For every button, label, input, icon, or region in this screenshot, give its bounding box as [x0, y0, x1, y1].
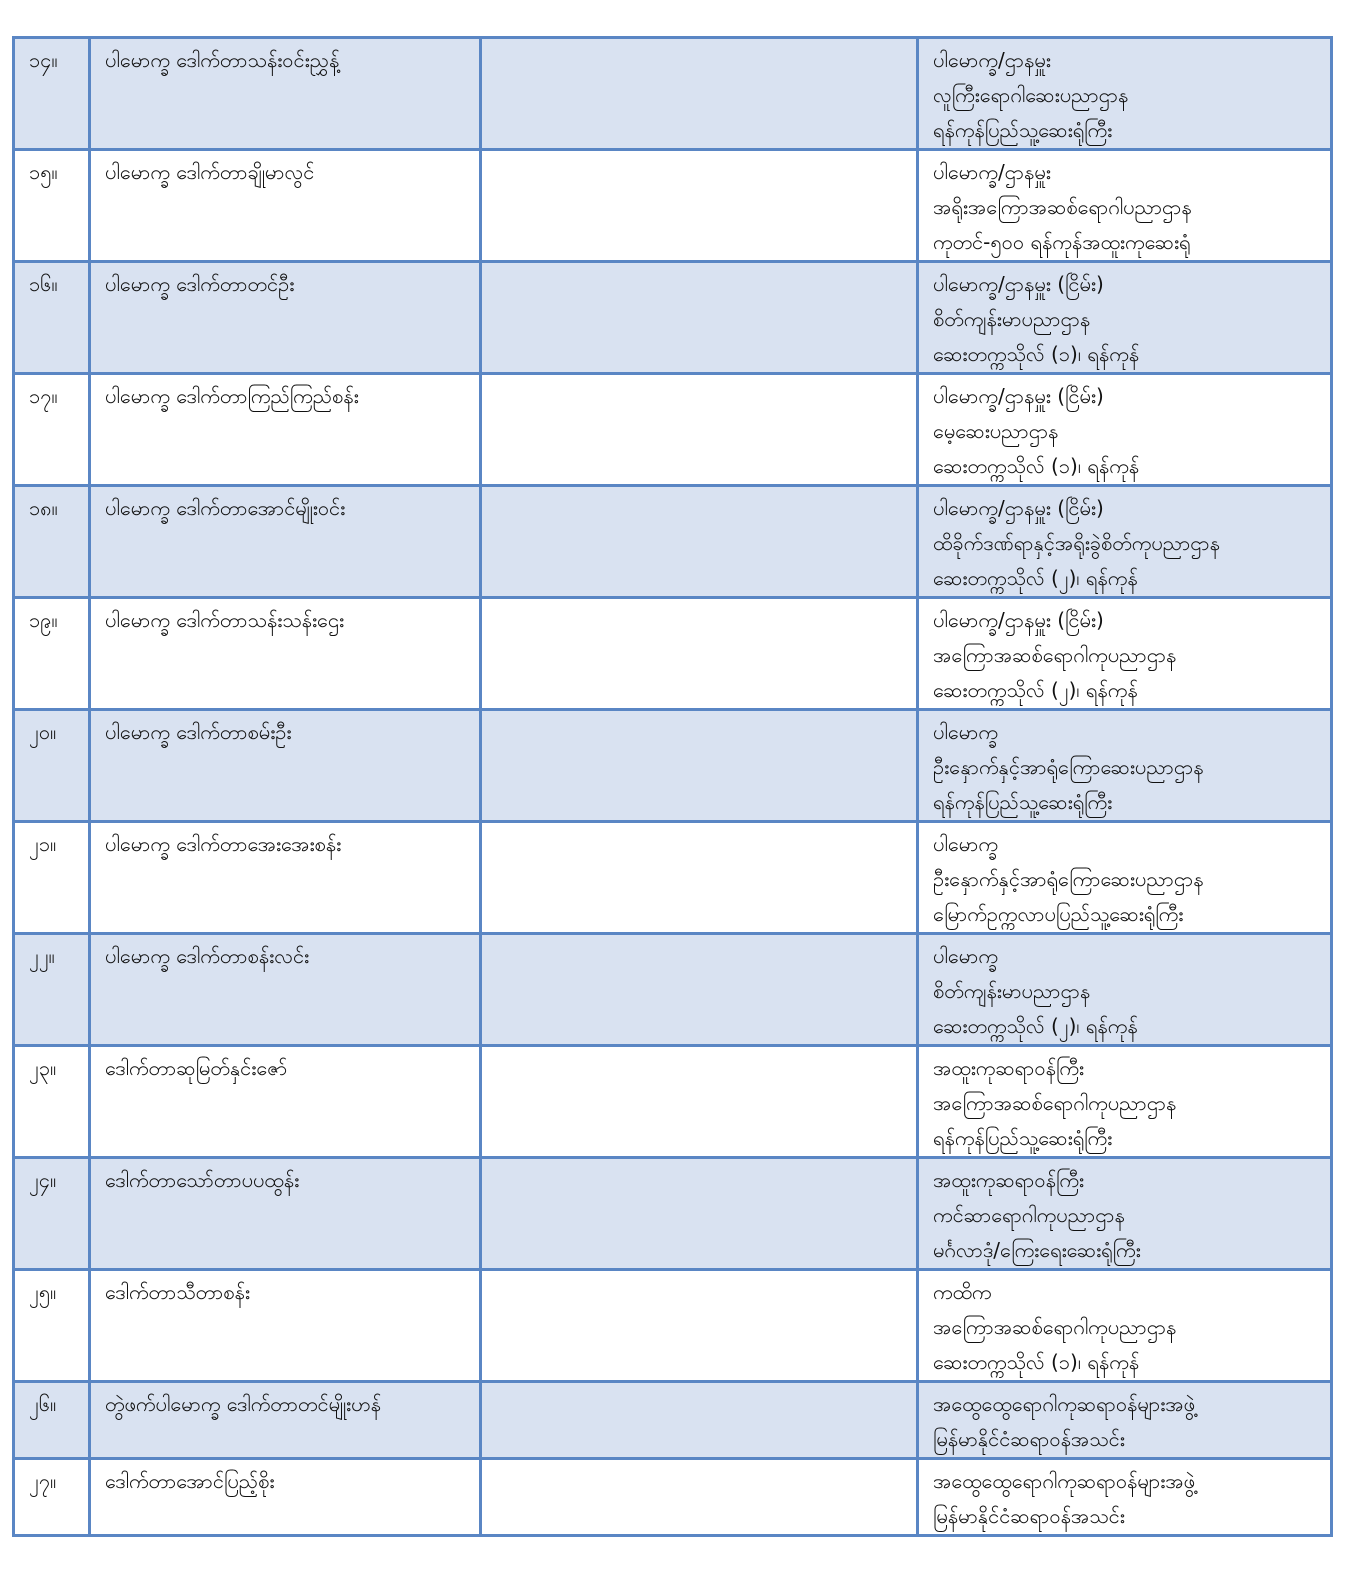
row-number: ၂၆။	[14, 1382, 90, 1459]
affiliation-line: စိတ်ကျန်းမာပညာဌာန	[933, 307, 1091, 331]
row-number: ၁၄။	[14, 38, 90, 150]
table-row	[14, 262, 1332, 374]
member-name: ပါမောက္ခ ဒေါက်တာသန်းသန်းဌေး	[90, 598, 481, 710]
member-affiliation	[918, 1158, 1332, 1270]
member-affiliation	[918, 710, 1332, 822]
member-name: ပါမောက္ခ ဒေါက်တာချိုမာလွင်	[90, 150, 481, 262]
member-affiliation	[918, 934, 1332, 1046]
affiliation-line: စိတ်ကျန်းမာပညာဌာန	[933, 979, 1091, 1003]
affiliation-line: ရန်ကုန်ပြည်သူ့ဆေးရုံကြီး	[933, 118, 1113, 142]
affiliation-line: ပါမောက္ခ/ဌာနမှူး (ငြိမ်း)	[933, 384, 1104, 408]
member-name: ဒေါက်တာအောင်ပြည့်စိုး	[90, 1459, 481, 1536]
table-row	[14, 1382, 1332, 1459]
member-affiliation	[918, 822, 1332, 934]
affiliation-line: ပါမောက္ခ/ဌာနမှူး	[933, 48, 1051, 72]
affiliation-line: ပါမောက္ခ/ဌာနမှူး (ငြိမ်း)	[933, 496, 1104, 520]
row-number: ၂၃။	[14, 1046, 90, 1158]
member-name: ပါမောက္ခ ဒေါက်တာကြည်ကြည်စန်း	[90, 374, 481, 486]
empty-cell	[481, 150, 918, 262]
affiliation-line: ဆေးတက္ကသိုလ် (၁)၊ ရန်ကုန်	[933, 1350, 1140, 1374]
table-row	[14, 374, 1332, 486]
affiliation-line: ကုတင်-၅၀၀ ရန်ကုန်အထူးကုဆေးရုံ	[933, 230, 1191, 254]
affiliation-line: ထိခိုက်ဒဏ်ရာနှင့်အရိုးခွဲစိတ်ကုပညာဌာန	[933, 531, 1220, 555]
empty-cell	[481, 1046, 918, 1158]
empty-cell	[481, 822, 918, 934]
table-body	[14, 38, 1332, 1536]
table-row	[14, 1158, 1332, 1270]
affiliation-line: ကထိက	[933, 1280, 992, 1304]
member-affiliation	[918, 598, 1332, 710]
member-name: ဒေါက်တာသီတာစန်း	[90, 1270, 481, 1382]
row-number: ၁၇။	[14, 374, 90, 486]
row-number: ၁၆။	[14, 262, 90, 374]
affiliation-line: ရန်ကုန်ပြည်သူ့ဆေးရုံကြီး	[933, 1126, 1113, 1150]
member-affiliation	[918, 1270, 1332, 1382]
affiliation-line: ဆေးတက္ကသိုလ် (၂)၊ ရန်ကုန်	[933, 678, 1138, 702]
member-name: ပါမောက္ခ ဒေါက်တာတင်ဦး	[90, 262, 481, 374]
affiliation-line: အထွေထွေရောဂါကုဆရာဝန်များအဖွဲ့	[933, 1392, 1196, 1416]
table-row	[14, 150, 1332, 262]
affiliation-line: ကင်ဆာရောဂါကုပညာဌာန	[933, 1203, 1125, 1227]
member-name: ပါမောက္ခ ဒေါက်တာစန်းလင်း	[90, 934, 481, 1046]
empty-cell	[481, 262, 918, 374]
row-number: ၁၈။	[14, 486, 90, 598]
member-affiliation	[918, 1459, 1332, 1536]
affiliation-line: ဦးနှောက်နှင့်အာရုံကြောဆေးပညာဌာန	[933, 755, 1204, 779]
affiliation-line: အကြောအဆစ်ရောဂါကုပညာဌာန	[933, 1315, 1177, 1339]
affiliation-line: ဆေးတက္ကသိုလ် (၂)၊ ရန်ကုန်	[933, 566, 1138, 590]
row-number: ၂၇။	[14, 1459, 90, 1536]
affiliation-line: ရန်ကုန်ပြည်သူ့ဆေးရုံကြီး	[933, 790, 1113, 814]
member-name: ဒေါက်တာဆုမြတ်နှင်းဇော်	[90, 1046, 481, 1158]
table-row	[14, 934, 1332, 1046]
row-number: ၂၀။	[14, 710, 90, 822]
member-name: ပါမောက္ခ ဒေါက်တာစမ်းဦး	[90, 710, 481, 822]
affiliation-line: အရိုးအကြောအဆစ်ရောဂါပညာဌာန	[933, 195, 1192, 219]
table-row	[14, 486, 1332, 598]
table-row	[14, 598, 1332, 710]
empty-cell	[481, 374, 918, 486]
affiliation-line: ဆေးတက္ကသိုလ် (၁)၊ ရန်ကုန်	[933, 454, 1140, 478]
member-affiliation	[918, 150, 1332, 262]
committee-member-table	[12, 36, 1333, 1537]
affiliation-line: အထူးကုဆရာဝန်ကြီး	[933, 1168, 1084, 1192]
affiliation-line: ပါမောက္ခ/ဌာနမှူး (ငြိမ်း)	[933, 608, 1104, 632]
affiliation-line: အထွေထွေရောဂါကုဆရာဝန်များအဖွဲ့	[933, 1469, 1196, 1493]
affiliation-line: မြန်မာနိုင်ငံဆရာဝန်အသင်း	[933, 1427, 1125, 1451]
member-affiliation	[918, 262, 1332, 374]
row-number: ၂၄။	[14, 1158, 90, 1270]
affiliation-line: အကြောအဆစ်ရောဂါကုပညာဌာန	[933, 643, 1177, 667]
affiliation-line: မြောက်ဥက္ကလာပပြည်သူ့ဆေးရုံကြီး	[933, 902, 1184, 926]
table-row	[14, 710, 1332, 822]
affiliation-line: ဦးနှောက်နှင့်အာရုံကြောဆေးပညာဌာန	[933, 867, 1204, 891]
empty-cell	[481, 38, 918, 150]
affiliation-line: ပါမောက္ခ	[933, 720, 998, 744]
row-number: ၁၅။	[14, 150, 90, 262]
affiliation-line: အထူးကုဆရာဝန်ကြီး	[933, 1056, 1084, 1080]
affiliation-line: ပါမောက္ခ/ဌာနမှူး (ငြိမ်း)	[933, 272, 1104, 296]
member-affiliation	[918, 38, 1332, 150]
empty-cell	[481, 1270, 918, 1382]
table-row	[14, 822, 1332, 934]
empty-cell	[481, 598, 918, 710]
member-affiliation	[918, 1046, 1332, 1158]
row-number: ၂၂။	[14, 934, 90, 1046]
affiliation-line: လူကြီးရောဂါဆေးပညာဌာန	[933, 83, 1129, 107]
row-number: ၂၁။	[14, 822, 90, 934]
member-affiliation	[918, 1382, 1332, 1459]
affiliation-line: ပါမောက္ခ	[933, 832, 998, 856]
member-affiliation	[918, 374, 1332, 486]
member-name: ပါမောက္ခ ဒေါက်တာအေးအေးစန်း	[90, 822, 481, 934]
affiliation-line: အကြောအဆစ်ရောဂါကုပညာဌာန	[933, 1091, 1177, 1115]
affiliation-line: ပါမောက္ခ	[933, 944, 998, 968]
member-name: ပါမောက္ခ ဒေါက်တာအောင်မျိုးဝင်း	[90, 486, 481, 598]
affiliation-line: မင်္ဂလာဒုံ/ကြေးရေးဆေးရုံကြီး	[933, 1238, 1141, 1262]
member-name: ဒေါက်တာသော်တာပပထွန်း	[90, 1158, 481, 1270]
affiliation-line: ပါမောက္ခ/ဌာနမှူး	[933, 160, 1051, 184]
empty-cell	[481, 1382, 918, 1459]
table-row	[14, 1459, 1332, 1536]
member-name: ပါမောက္ခ ဒေါက်တာသန်းဝင်းညွှန့်	[90, 38, 481, 150]
empty-cell	[481, 1158, 918, 1270]
affiliation-line: ဆေးတက္ကသိုလ် (၁)၊ ရန်ကုန်	[933, 342, 1140, 366]
affiliation-line: ဆေးတက္ကသိုလ် (၂)၊ ရန်ကုန်	[933, 1014, 1138, 1038]
table-row	[14, 1046, 1332, 1158]
empty-cell	[481, 710, 918, 822]
row-number: ၁၉။	[14, 598, 90, 710]
row-number: ၂၅။	[14, 1270, 90, 1382]
table-row	[14, 1270, 1332, 1382]
table-row	[14, 38, 1332, 150]
affiliation-line: မြန်မာနိုင်ငံဆရာဝန်အသင်း	[933, 1504, 1125, 1528]
empty-cell	[481, 1459, 918, 1536]
member-name: တွဲဖက်ပါမောက္ခ ဒေါက်တာတင်မျိုးဟန်	[90, 1382, 481, 1459]
empty-cell	[481, 934, 918, 1046]
empty-cell	[481, 486, 918, 598]
member-affiliation	[918, 486, 1332, 598]
affiliation-line: မေ့ဆေးပညာဌာန	[933, 419, 1059, 443]
